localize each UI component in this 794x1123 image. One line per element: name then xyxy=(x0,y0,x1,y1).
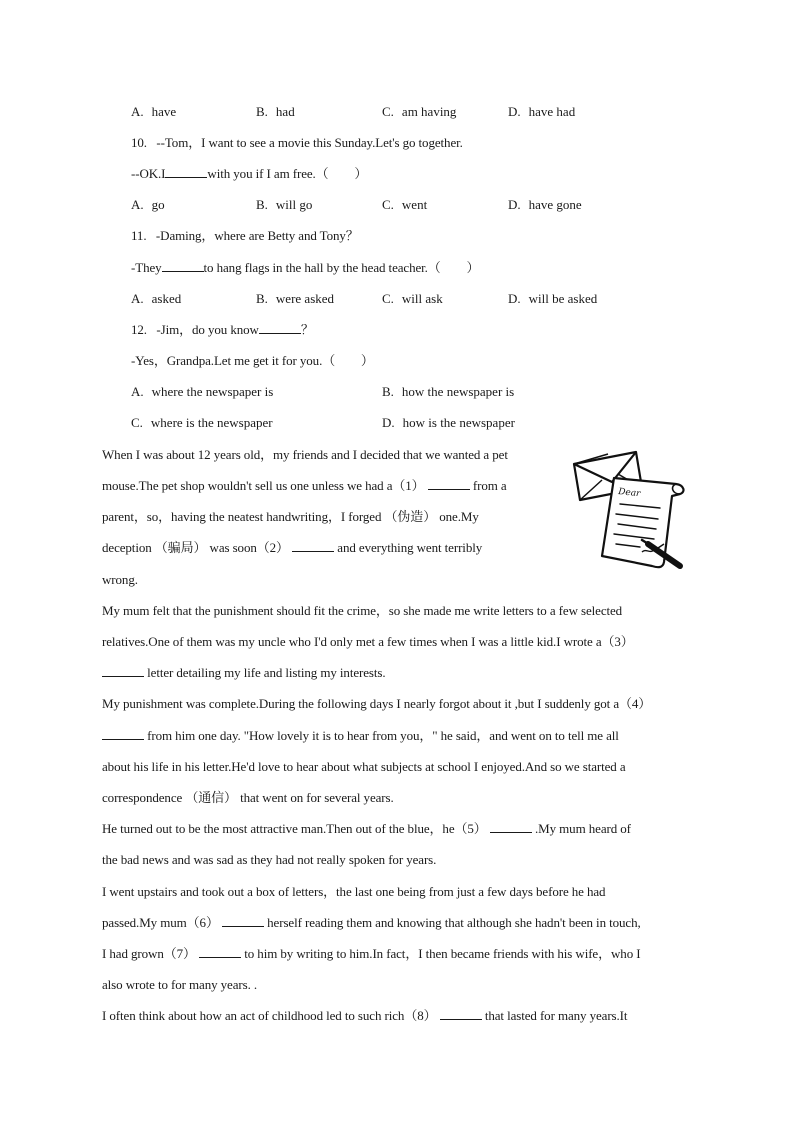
q10-option-a[interactable]: A. go xyxy=(131,197,165,212)
passage-p4-line2: the bad news and was sad as they had not really spoken for years. xyxy=(102,852,437,867)
q11-option-a[interactable]: A. asked xyxy=(131,291,182,306)
passage-p3-line1: My punishment was complete.During the following days I nearly forgot about it ,but I suddenly got a（4） xyxy=(102,696,652,711)
letter-page-icon xyxy=(602,478,683,567)
answer-blank-4 xyxy=(102,727,144,740)
q12-option-b[interactable]: B. how the newspaper is xyxy=(382,384,515,399)
q9-option-c[interactable]: C. am having xyxy=(382,104,457,119)
question-number: 10. xyxy=(131,135,147,150)
q9-option-b[interactable]: B. had xyxy=(256,104,295,119)
answer-blank-1 xyxy=(428,477,470,490)
answer-blank-2 xyxy=(292,539,334,552)
passage-p3-line3: about his life in his letter.He'd love to hear about what subjects at school I enjoyed.And so we started a xyxy=(102,759,626,774)
passage-p2-line3: letter detailing my life and listing my interests. xyxy=(102,664,386,682)
passage-p2-line1: My mum felt that the punishment should fit the crime，so she made me write letters to a few selected xyxy=(102,603,623,618)
question-number: 11. xyxy=(131,228,147,243)
q10-question: 10. --Tom，I want to see a movie this Sunday.Let's go together. xyxy=(131,135,463,150)
passage-p1-line1: When I was about 12 years old，my friends and I decided that we wanted a pet xyxy=(102,447,508,462)
q12-option-c[interactable]: C. where is the newspaper xyxy=(131,415,273,430)
passage-p5-line2: passed.My mum（6） herself reading them and knowing that although she hadn't been in touch, xyxy=(102,915,641,930)
answer-blank xyxy=(162,259,204,272)
q12-answer-line: -Yes，Grandpa.Let me get it for you.（ ） xyxy=(131,353,374,368)
q11-question: 11. -Daming，where are Betty and Tony？ xyxy=(131,228,359,243)
q9-option-d[interactable]: D. have had xyxy=(508,104,576,119)
letter-illustration xyxy=(568,444,692,572)
answer-blank-5 xyxy=(490,820,532,833)
passage-p5-line1: I went upstairs and took out a box of letters，the last one being from just a few days before he had xyxy=(102,884,606,899)
passage-p1-line3: parent，so，having the neatest handwriting，I forged （伪造） one.My xyxy=(102,509,479,524)
passage-p3-line4: correspondence （通信） that went on for several years. xyxy=(102,790,394,805)
answer-blank-3 xyxy=(102,664,144,677)
passage-p1-line2: mouse.The pet shop wouldn't sell us one unless we had a（1） from a xyxy=(102,478,507,493)
answer-blank xyxy=(165,165,207,178)
passage-p2-line2: relatives.One of them was my uncle who I'd only met a few times when I was a little kid.I wrote a（3） xyxy=(102,634,634,649)
passage-p6-line1: I often think about how an act of childhood led to such rich（8） that lasted for many years.It xyxy=(102,1008,628,1023)
q11-option-d[interactable]: D. will be asked xyxy=(508,291,598,306)
question-number: 12. xyxy=(131,322,147,337)
answer-blank-7 xyxy=(199,945,241,958)
q12-option-a[interactable]: A. where the newspaper is xyxy=(131,384,274,399)
q10-answer-line: --OK.I with you if I am free.（ ） xyxy=(131,166,368,181)
q12-option-d[interactable]: D. how is the newspaper xyxy=(382,415,515,430)
passage-p5-line3: I had grown（7） to him by writing to him.In fact，I then became friends with his wife，who I xyxy=(102,946,641,961)
passage-p1-line5: wrong. xyxy=(102,572,138,587)
passage-p4-line1: He turned out to be the most attractive man.Then out of the blue，he（5） .My mum heard of xyxy=(102,821,631,836)
answer-blank-6 xyxy=(222,914,264,927)
q9-option-a[interactable]: A. have xyxy=(131,104,177,119)
q11-answer-line: -They to hang flags in the hall by the head teacher.（ ） xyxy=(131,260,480,275)
passage-p1-line4: deception （骗局） was soon（2） and everything went terribly xyxy=(102,540,483,555)
svg-text:Dear: Dear xyxy=(617,487,641,500)
q10-option-d[interactable]: D. have gone xyxy=(508,197,582,212)
q11-option-b[interactable]: B. were asked xyxy=(256,291,335,306)
q10-option-b[interactable]: B. will go xyxy=(256,197,313,212)
q12-question: 12. -Jim，do you know ？ xyxy=(131,322,314,337)
q11-option-c[interactable]: C. will ask xyxy=(382,291,443,306)
answer-blank-8 xyxy=(440,1007,482,1020)
passage-p3-line2: from him one day. "How lovely it is to hear from you，" he said，and went on to tell me all xyxy=(102,727,619,745)
answer-blank xyxy=(259,321,301,334)
passage-p5-line4: also wrote to for many years. . xyxy=(102,977,258,992)
q10-option-c[interactable]: C. went xyxy=(382,197,428,212)
